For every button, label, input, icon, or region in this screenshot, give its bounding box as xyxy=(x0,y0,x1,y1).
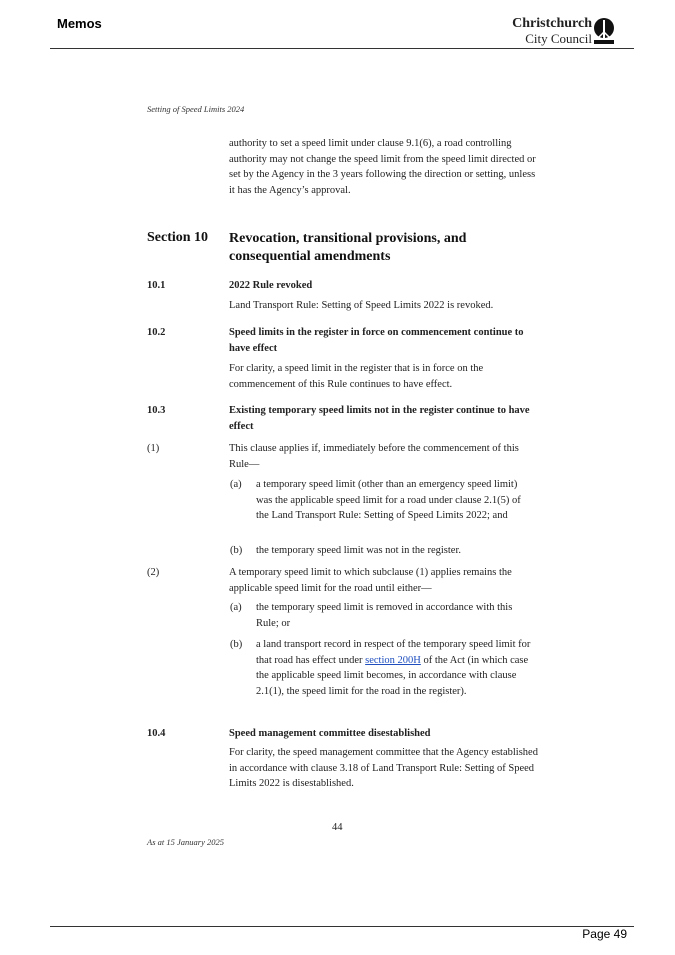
item-1b-letter: (b) xyxy=(230,545,243,556)
item-1a-text: a temporary speed limit (other than an emergency speed limit) was the applicable speed limit for a road under clause 2.1(5) of the Land Transport Rule: Setting of Speed Limits 2022; and xyxy=(256,479,521,521)
item-2a-text: the temporary speed limit is removed in accordance with this Rule; or xyxy=(256,602,513,629)
as-at-date: As at 15 January 2025 xyxy=(147,837,224,847)
document-page-number: 44 xyxy=(332,822,343,833)
section-label: Section 10 xyxy=(147,230,209,245)
logo-line-1: Christchurch xyxy=(512,16,592,31)
subclause-2-body: A temporary speed limit to which subclause (1) applies remains the applicable speed limit for the road until either— xyxy=(229,567,512,594)
clause-10-1-body: Land Transport Rule: Setting of Speed Limits 2022 is revoked. xyxy=(229,300,494,311)
item-1b-text: the temporary speed limit was not in the register. xyxy=(256,545,461,556)
subclause-2-number: (2) xyxy=(147,567,160,578)
section-200h-link[interactable]: section 200H xyxy=(365,654,421,666)
item-2b-letter: (b) xyxy=(230,639,243,650)
subclause-1-number: (1) xyxy=(147,443,160,454)
footer-divider xyxy=(50,926,634,927)
section-title: Revocation, transitional provisions, and consequential amendments xyxy=(229,231,467,264)
clause-10-2-body: For clarity, a speed limit in the register that is in force on the commencement of this Rule continues to have effect. xyxy=(229,363,484,390)
subclause-1-body: This clause applies if, immediately before the commencement of this Rule— xyxy=(229,443,519,470)
clause-10-4-heading: Speed management committee disestablished xyxy=(229,728,431,739)
item-2b-text-pre: a land transport record in respect of the temporary speed limit for that road has effect under xyxy=(256,639,531,666)
item-2a-letter: (a) xyxy=(230,602,242,613)
memos-header-title: Memos xyxy=(57,16,102,31)
clause-10-2-heading: Speed limits in the register in force on commencement continue to have effect xyxy=(229,327,524,354)
item-2b-text-post: of the Act (in which case the applicable speed limit becomes, in accordance with clause 2.1(1), the speed limit for the road in the register). xyxy=(256,654,529,697)
clause-10-1-heading: 2022 Rule revoked xyxy=(229,280,313,291)
intro-paragraph: authority to set a speed limit under clause 9.1(6), a road controlling authority may not change the speed limit from the speed limit directed or set by the Agency in the 3 years following the direction or setting, unless it has the Agency’s approval. xyxy=(229,138,536,196)
running-title: Setting of Speed Limits 2024 xyxy=(147,104,245,114)
item-2b-text xyxy=(256,637,536,699)
clause-10-2-number: 10.2 xyxy=(147,327,166,338)
logo-line-2: City Council xyxy=(525,31,592,46)
council-logo xyxy=(512,14,622,48)
ccc-logo-icon xyxy=(592,18,616,46)
clause-10-3-number: 10.3 xyxy=(147,405,166,416)
page-label: Page 49 xyxy=(582,927,627,941)
clause-10-3-heading: Existing temporary speed limits not in the register continue to have effect xyxy=(229,405,530,432)
header-divider xyxy=(50,48,634,49)
item-1a-letter: (a) xyxy=(230,479,242,490)
clause-10-1-number: 10.1 xyxy=(147,280,166,291)
clause-10-4-body: For clarity, the speed management committee that the Agency established in accordance with clause 3.18 of Land Transport Rule: Setting of Speed Limits 2022 is disestablished. xyxy=(229,747,538,789)
clause-10-4-number: 10.4 xyxy=(147,728,166,739)
